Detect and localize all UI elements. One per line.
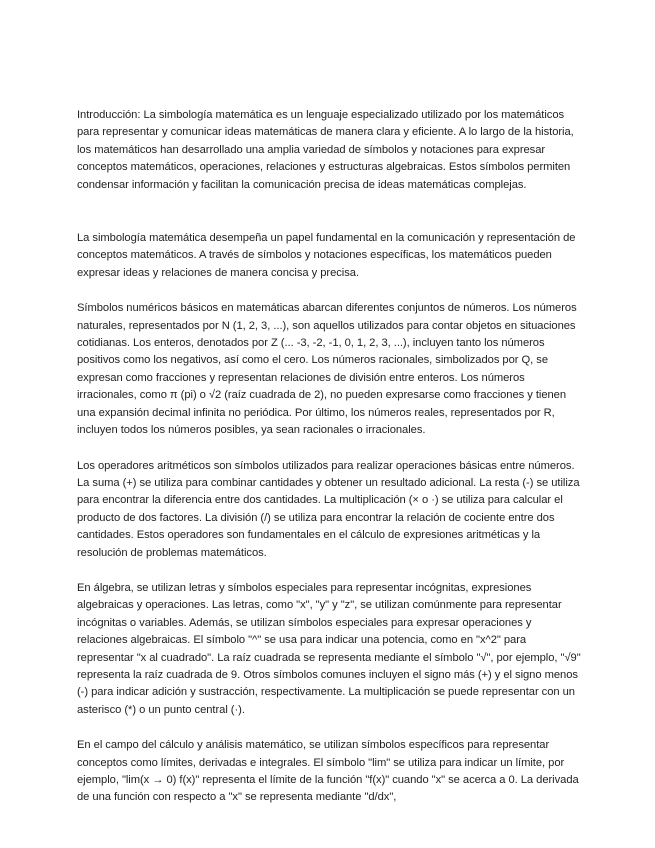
paragraph-algebra-symbols: En álgebra, se utilizan letras y símbolos especiales para representar incógnitas, expresiones algebraicas y operaciones. Las letras, como "x", "y" y "z", se utilizan comúnmente para representar incógnitas o variables. Además, se utilizan símbolos especiales para expresar operaciones y relaciones algebraicas. El símbolo "^" se usa para indicar una potencia, como en "x^2" para representar "x al cuadrado". La raíz cuadrada se representa mediante el símbolo "√", por ejemplo, "√9" representa la raíz cuadrada de 9. Otros símbolos comunes incluyen el signo más (+) y el signo menos (-) para indicar adición y sustracción, respectivamente. La multiplicación se puede representar con un asterisco (*) o un punto central (·). <box>77 581 581 716</box>
paragraph-number-symbols: Símbolos numéricos básicos en matemáticas abarcan diferentes conjuntos de números. Los números naturales, representados por N (1, 2, 3, ...), son aquellos utilizados para contar objetos en situaciones cotidianas. Los enteros, denotados por Z (... -3, -2, -1, 0, 1, 2, 3, ...), incluyen tanto los números positivos como los negativos, así como el cero. Los números racionales, simbolizados por Q, se expresan como fracciones y representan relaciones de división entre enteros. Los números irracionales, como π (pi) o √2 (raíz cuadrada de 2), no pueden expresarse como fracciones y tienen una expansión decimal infinita no periódica. Por último, los números reales, representados por R, incluyen todos los números posibles, ya sean racionales o irracionales. <box>77 302 577 437</box>
paragraph-role-of-symbology: La simbología matemática desempeña un papel fundamental en la comunicación y representación de conceptos matemáticos. A través de símbolos y notaciones específicas, los matemáticos pueden expresar ideas y relaciones de manera concisa y precisa. <box>77 232 576 279</box>
document-body <box>77 107 581 807</box>
paragraph-introduction: Introducción: La simbología matemática es un lenguaje especializado utilizado por los matemáticos para representar y comunicar ideas matemáticas de manera clara y eficiente. A lo largo de la historia, los matemáticos han desarrollado una amplia variedad de símbolos y notaciones para expresar conceptos matemáticos, operaciones, relaciones y estructuras algebraicas. Estos símbolos permiten condensar información y facilitan la comunicación precisa de ideas matemáticas complejas. <box>77 109 574 191</box>
paragraph-calculus-symbols: En el campo del cálculo y análisis matemático, se utilizan símbolos específicos para representar conceptos como límites, derivadas e integrales. El símbolo "lim" se utiliza para indicar un límite, por ejemplo, "lim(x → 0) f(x)" representa el límite de la función "f(x)" cuando "x" se acerca a 0. La derivada de una función con respecto a "x" se representa mediante "d/dx", <box>77 739 579 804</box>
paragraph-arithmetic-operators: Los operadores aritméticos son símbolos utilizados para realizar operaciones básicas entre números. La suma (+) se utiliza para combinar cantidades y obtener un resultado adicional. La resta (-) se utiliza para encontrar la diferencia entre dos cantidades. La multiplicación (× o ·) se utiliza para calcular el producto de dos factores. La división (/) se utiliza para encontrar la relación de cociente entre dos cantidades. Estos operadores son fundamentales en el cálculo de expresiones aritméticas y la resolución de problemas matemáticos. <box>77 459 580 559</box>
